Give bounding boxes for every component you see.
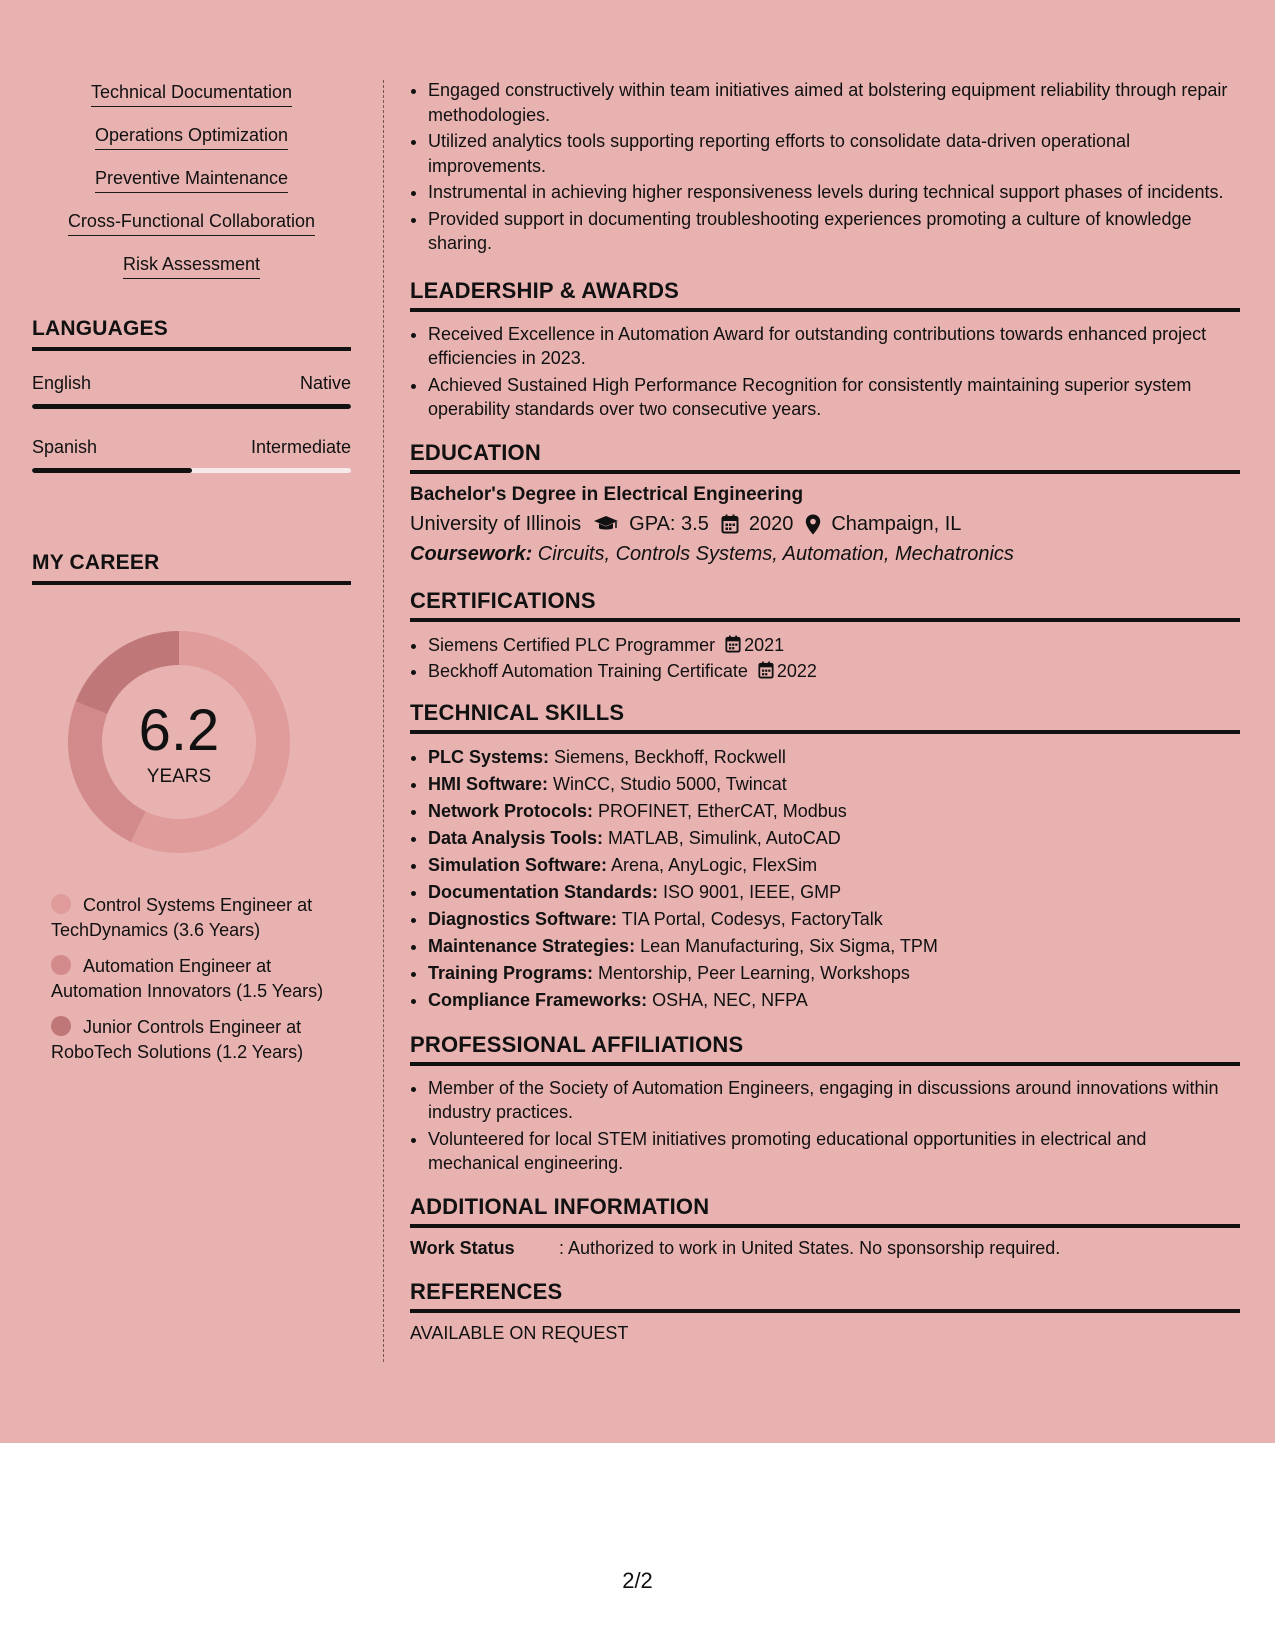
skill-item: Preventive Maintenance — [32, 168, 351, 193]
list-item: • Received Excellence in Automation Award for outstanding contributions towards enhanced project efficiencies in 2023. — [428, 322, 1240, 371]
certifications-heading: CERTIFICATIONS — [410, 588, 1240, 622]
page-number: 2/2 — [622, 1568, 653, 1593]
work-status-label: Work Status — [410, 1237, 515, 1258]
certifications-section — [410, 588, 1240, 684]
career-legend-item: Control Systems Engineer at TechDynamics (3.6 Years) — [51, 895, 313, 940]
calendar-icon — [758, 661, 774, 679]
right-column — [410, 78, 1240, 1344]
languages-heading: LANGUAGES — [32, 317, 351, 351]
languages-section — [32, 317, 351, 473]
career-section — [32, 551, 351, 1064]
additional-info-section — [410, 1194, 1240, 1259]
language-english — [32, 373, 351, 409]
column-divider — [383, 80, 384, 1362]
location-pin-icon — [805, 514, 821, 535]
leadership-heading: LEADERSHIP & AWARDS — [410, 278, 1240, 312]
skill-item: Technical Documentation — [32, 82, 351, 107]
technical-skills-section — [410, 700, 1240, 1014]
list-item: • Diagnostics Software: TIA Portal, Codesys, FactoryTalk — [428, 906, 1240, 933]
language-bar-fill — [32, 468, 192, 473]
skill-item: Operations Optimization — [32, 125, 351, 150]
career-legend-item: Junior Controls Engineer at RoboTech Solutions (1.2 Years) — [51, 1017, 304, 1062]
language-bar — [32, 468, 351, 473]
leadership-section — [410, 278, 1240, 422]
list-item: • Simulation Software: Arena, AnyLogic, FlexSim — [428, 852, 1240, 879]
affiliations-section — [410, 1032, 1240, 1176]
legend-dot — [51, 1016, 71, 1036]
list-item: • HMI Software: WinCC, Studio 5000, Twincat — [428, 771, 1240, 798]
language-spanish — [32, 437, 351, 473]
list-item: • PLC Systems: Siemens, Beckhoff, Rockwell — [428, 744, 1240, 771]
list-item: • Data Analysis Tools: MATLAB, Simulink, AutoCAD — [428, 825, 1240, 852]
career-total-unit: YEARS — [146, 766, 212, 787]
list-item: • Training Programs: Mentorship, Peer Learning, Workshops — [428, 960, 1240, 987]
list-item: • Instrumental in achieving higher responsiveness levels during technical support phases of incidents. — [428, 180, 1240, 205]
career-legend — [32, 893, 351, 1064]
list-item: • Maintenance Strategies: Lean Manufacturing, Six Sigma, TPM — [428, 933, 1240, 960]
references-section — [410, 1279, 1240, 1344]
language-name: Spanish — [32, 437, 98, 457]
left-column — [32, 82, 351, 1076]
list-item: • Provided support in documenting troubleshooting experiences promoting a culture of knowledge sharing. — [428, 207, 1240, 256]
work-status-value: : Authorized to work in United States. No sponsorship required. — [559, 1237, 1061, 1258]
list-item: • Compliance Frameworks: OSHA, NEC, NFPA — [428, 987, 1240, 1014]
list-item: • Beckhoff Automation Training Certificate 2022 — [428, 658, 1240, 684]
skill-item: Cross-Functional Collaboration — [32, 211, 351, 236]
degree-title: Bachelor's Degree in Electrical Engineering — [410, 483, 804, 505]
legend-dot — [51, 955, 71, 975]
technical-skills-heading: TECHNICAL SKILLS — [410, 700, 1240, 734]
language-level: Native — [299, 373, 351, 393]
affiliations-list — [410, 1076, 1240, 1176]
additional-info-heading: ADDITIONAL INFORMATION — [410, 1194, 1240, 1228]
career-donut-chart — [64, 627, 294, 857]
work-status-row — [410, 1238, 1240, 1259]
education-heading: EDUCATION — [410, 440, 1240, 474]
career-total — [64, 627, 294, 857]
education-section — [410, 440, 1240, 566]
language-bar-fill — [32, 404, 351, 409]
list-item: • Engaged constructively within team initiatives aimed at bolstering equipment reliability through repair methodologies. — [428, 78, 1240, 127]
list-item: • Siemens Certified PLC Programmer 2021 — [428, 632, 1240, 658]
affiliations-heading: PROFESSIONAL AFFILIATIONS — [410, 1032, 1240, 1066]
references-heading: REFERENCES — [410, 1279, 1240, 1313]
legend-dot — [51, 894, 71, 914]
language-name: English — [32, 373, 92, 393]
list-item: • Volunteered for local STEM initiatives promoting educational opportunities in electrical and mechanical engineering. — [428, 1127, 1240, 1176]
certifications-list — [410, 632, 1240, 684]
language-bar — [32, 404, 351, 409]
calendar-icon — [725, 635, 741, 653]
graduation-year: 2020 — [748, 512, 794, 535]
education-details — [410, 513, 1240, 536]
career-total-number: 6.2 — [138, 698, 220, 763]
list-item: • Utilized analytics tools supporting reporting efforts to consolidate data-driven operational improvements. — [428, 129, 1240, 178]
experience-bullets — [410, 78, 1240, 256]
list-item: • Network Protocols: PROFINET, EtherCAT, Modbus — [428, 798, 1240, 825]
graduation-cap-icon — [593, 515, 619, 533]
list-item: • Achieved Sustained High Performance Recognition for consistently maintaining superior system operability standards over two consecutive years. — [428, 373, 1240, 422]
school-location: Champaign, IL — [831, 512, 962, 535]
list-item: • Member of the Society of Automation Engineers, engaging in discussions around innovations within industry practices. — [428, 1076, 1240, 1125]
career-heading: MY CAREER — [32, 551, 351, 585]
list-item: • Documentation Standards: ISO 9001, IEEE, GMP — [428, 879, 1240, 906]
school-name: University of Illinois — [410, 512, 582, 535]
language-level: Intermediate — [250, 437, 351, 457]
technical-skills-list — [410, 744, 1240, 1014]
calendar-icon — [721, 514, 739, 534]
skills-list — [32, 82, 351, 279]
career-legend-item: Automation Engineer at Automation Innovators (1.5 Years) — [51, 956, 324, 1001]
coursework: Coursework: Circuits, Controls Systems, Automation, Mechatronics — [410, 542, 1014, 565]
leadership-list — [410, 322, 1240, 422]
gpa: GPA: 3.5 — [629, 512, 709, 535]
references-text: AVAILABLE ON REQUEST — [410, 1322, 629, 1343]
skill-item: Risk Assessment — [32, 254, 351, 279]
